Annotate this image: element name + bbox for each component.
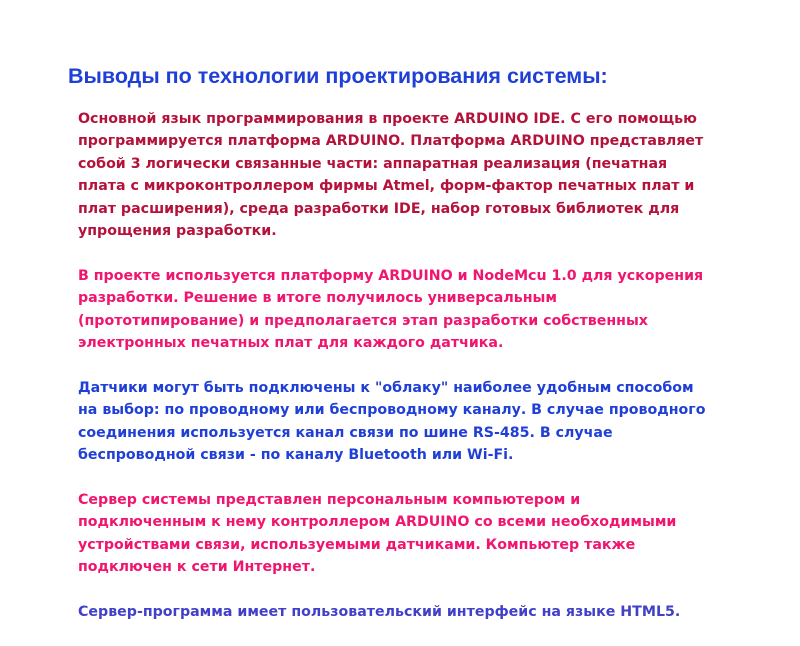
paragraph-line: Сервер системы представлен персональным компьютером и [78, 491, 581, 508]
paragraph-line: Основной язык программирования в проекте ARDUINO IDE. С его помощью [78, 111, 697, 127]
paragraph-server-program [78, 601, 778, 623]
paragraph-line: разработки. Решение в итоге получилось универсальным [78, 290, 557, 307]
paragraph-line: упрощения разработки. [78, 223, 277, 240]
paragraph-line: В проекте используется платформу ARDUINO и NodeMcu 1.0 для ускорения [78, 267, 704, 284]
paragraph-line: плат расширения), среда разработки IDE, набор готовых библиотек для [78, 200, 680, 217]
paragraph-line: соединения используется канал связи по шине RS-485. В случае [78, 424, 613, 441]
paragraph-line: (прототипирование) и предполагается этап разработки собственных [78, 312, 648, 329]
paragraph-line: электронных печатных плат для каждого датчика. [78, 335, 504, 352]
slide-body [78, 108, 778, 646]
paragraph-line: плата с микроконтроллером фирмы Atmel, форм-фактор печатных плат и [78, 178, 695, 195]
slide-title: Выводы по технологии проектирования системы: [68, 64, 608, 88]
paragraph-server [78, 489, 778, 579]
paragraph-line: на выбор: по проводному или беспроводному каналу. В случае проводного [78, 402, 706, 419]
paragraph-line: Сервер-программа имеет пользовательский интерфейс на языке HTML5. [78, 603, 681, 620]
paragraph-line: программируется платформа ARDUINO. Платформа ARDUINO представляет [78, 133, 704, 150]
paragraph-sensors [78, 377, 778, 467]
paragraph-arduino-ide [78, 108, 778, 242]
paragraph-line: устройствами связи, используемыми датчиками. Компьютер также [78, 536, 636, 553]
paragraph-platform [78, 265, 778, 355]
paragraph-line: беспроводной связи - по каналу Bluetooth или Wi-Fi. [78, 447, 514, 464]
paragraph-line: подключенным к нему контроллером ARDUINO со всеми необходимыми [78, 514, 677, 531]
paragraph-line: подключен к сети Интернет. [78, 559, 316, 576]
paragraph-line: собой 3 логически связанные части: аппаратная реализация (печатная [78, 155, 668, 172]
paragraph-line: Датчики могут быть подключены к "облаку" наиболее удобным способом [78, 379, 694, 396]
